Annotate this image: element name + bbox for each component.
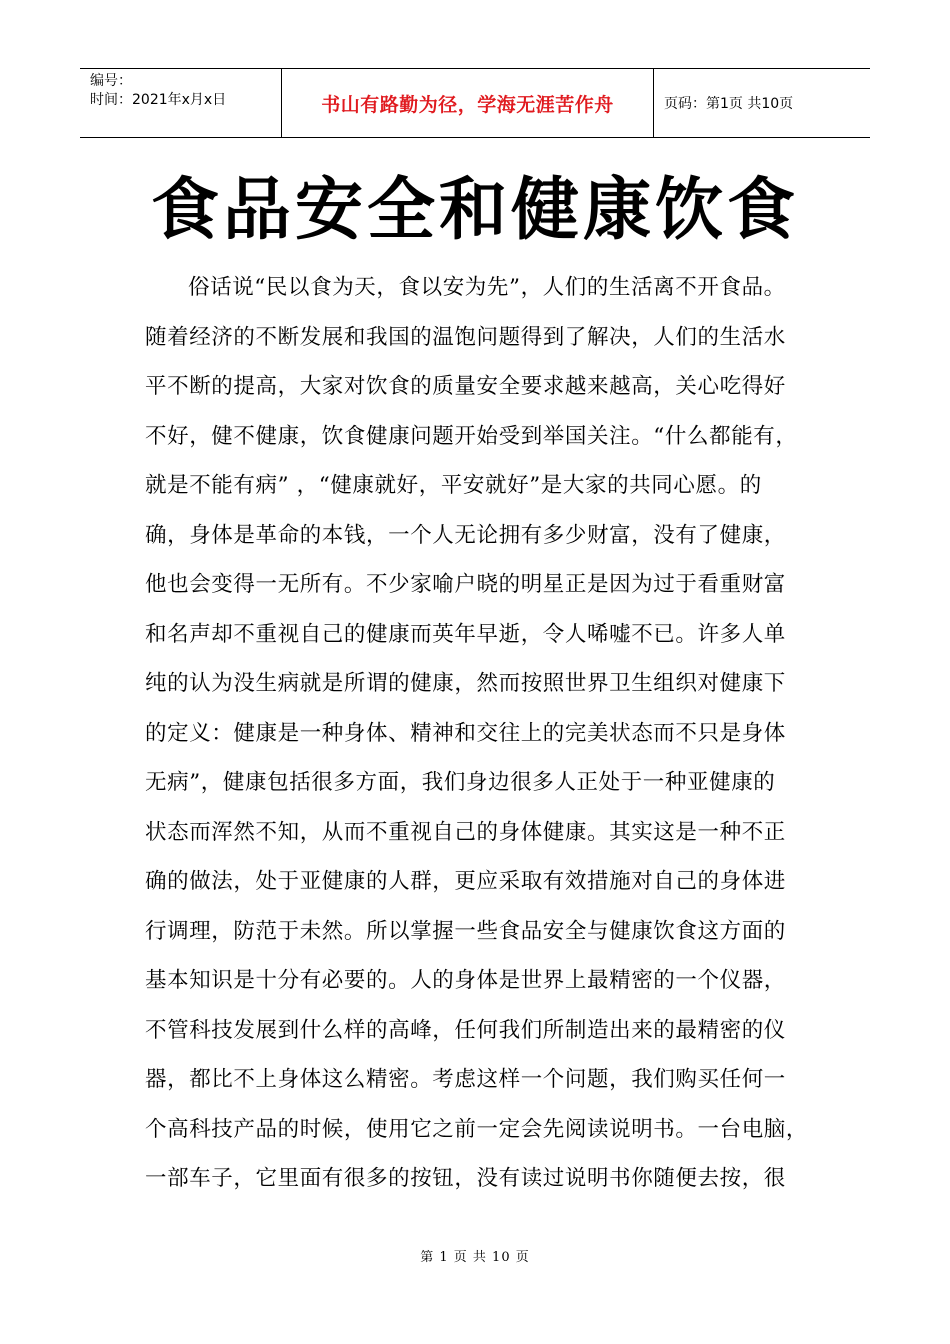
header-meta bbox=[80, 69, 282, 137]
number-label: 编号： bbox=[90, 73, 132, 89]
body-line: 器，都比不上身体这么精密。考虑这样一个问题，我们购买任何一 bbox=[145, 1067, 786, 1092]
header-table bbox=[80, 68, 870, 138]
body-line: 平不断的提高，大家对饮食的质量安全要求越来越高，关心吃得好 bbox=[145, 374, 786, 399]
body-line: 基本知识是十分有必要的。人的身体是世界上最精密的一个仪器， bbox=[145, 968, 786, 993]
body-line: 不好，健不健康，饮食健康问题开始受到举国关注。“什么都能有， bbox=[145, 423, 798, 449]
page-footer: 第 1 页 共 10 页 bbox=[420, 1250, 530, 1265]
body-line: 无病”，健康包括很多方面，我们身边很多人正处于一种亚健康的 bbox=[145, 770, 776, 795]
body-line: 纯的认为没生病就是所谓的健康，然而按照世界卫生组织对健康下 bbox=[145, 671, 786, 696]
header-page-info: 页码：第1页 共10页 bbox=[664, 96, 794, 112]
document-title: 食品安全和健康饮食 bbox=[150, 170, 799, 250]
document-body bbox=[145, 263, 833, 1204]
body-line: 确，身体是革命的本钱，一个人无论拥有多少财富，没有了健康， bbox=[145, 522, 786, 548]
body-line: 的定义：健康是一种身体、精神和交往上的完美状态而不只是身体 bbox=[145, 720, 786, 746]
body-line: 他也会变得一无所有。不少家喻户晓的明星正是因为过于看重财富 bbox=[145, 572, 786, 597]
header-motto: 书山有路勤为径，学海无涯苦作舟 bbox=[282, 69, 654, 137]
body-line: 和名声却不重视自己的健康而英年早逝，令人唏嘘不已。许多人单 bbox=[145, 621, 786, 647]
body-line: 俗话说“民以食为天，食以安为先”，人们的生活离不开食品。 bbox=[188, 275, 786, 300]
body-line: 行调理，防范于未然。所以掌握一些食品安全与健康饮食这方面的 bbox=[145, 918, 786, 944]
body-line: 个高科技产品的时候，使用它之前一定会先阅读说明书。一台电脑， bbox=[145, 1116, 809, 1142]
body-line: 就是不能有病” ，“健康就好，平安就好”是大家的共同心愿。的 bbox=[145, 473, 762, 498]
body-line: 确的做法，处于亚健康的人群，更应采取有效措施对自己的身体进 bbox=[145, 869, 786, 894]
body-line: 不管科技发展到什么样的高峰，任何我们所制造出来的最精密的仪 bbox=[145, 1017, 786, 1043]
body-line: 一部车子，它里面有很多的按钮，没有读过说明书你随便去按，很 bbox=[145, 1166, 786, 1191]
body-line: 状态而浑然不知，从而不重视自己的身体健康。其实这是一种不正 bbox=[145, 819, 786, 845]
time-label: 时间：2021年x月x日 bbox=[90, 92, 227, 108]
body-line: 随着经济的不断发展和我国的温饱问题得到了解决，人们的生活水 bbox=[145, 324, 786, 350]
